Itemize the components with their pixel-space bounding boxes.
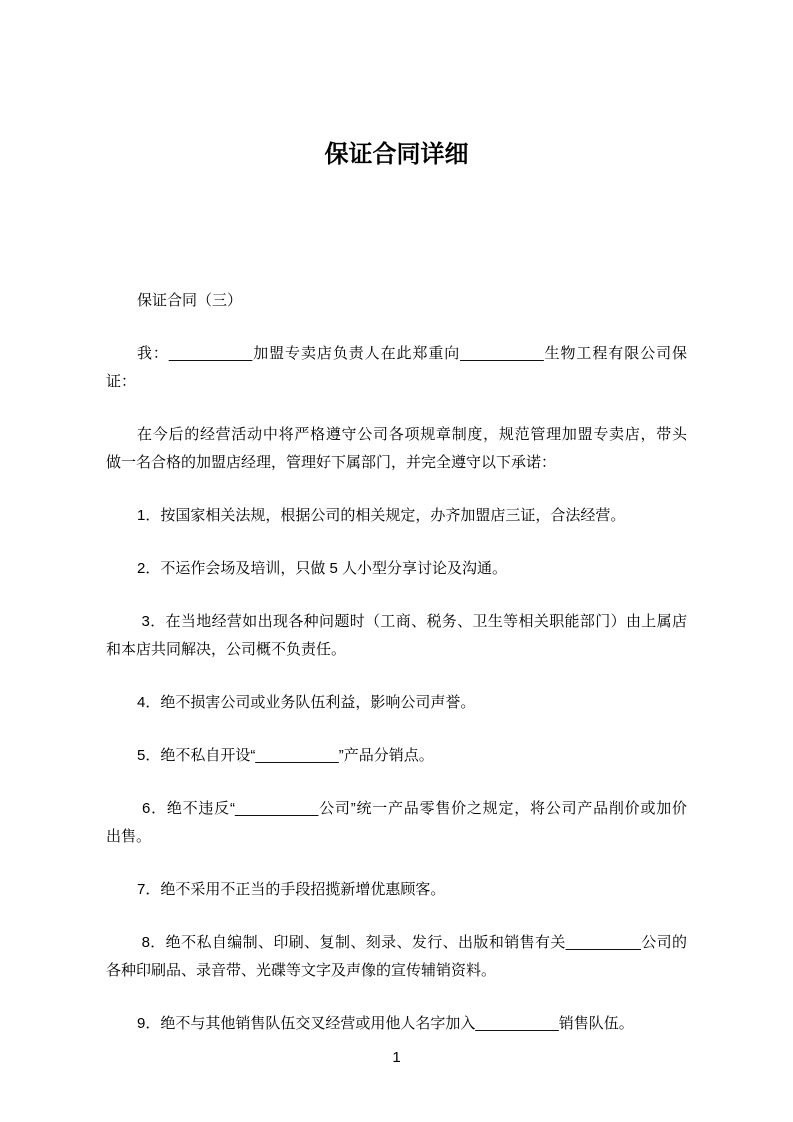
text-line: 5．绝不私自开设“__________”产品分销点。 bbox=[137, 747, 434, 764]
page-number: 1 bbox=[392, 1049, 401, 1066]
contract-subtitle bbox=[106, 287, 687, 315]
document-title: 保证合同详细 bbox=[324, 141, 469, 168]
intro-paragraph bbox=[106, 340, 687, 396]
text-line: 和本店共同解决，公司概不负责任。 bbox=[106, 641, 347, 658]
clause-3 bbox=[106, 608, 687, 664]
text-line: 7．绝不采用不正当的手段招揽新增优惠顾客。 bbox=[137, 881, 446, 898]
clause-5 bbox=[106, 742, 687, 770]
clause-1 bbox=[106, 502, 687, 530]
clause-7 bbox=[106, 876, 687, 904]
text-line: 6．绝不违反“__________公司”统一产品零售价之规定，将公司产品削价或加价 bbox=[137, 800, 687, 817]
clause-9 bbox=[106, 1010, 687, 1038]
text-line: 我：__________加盟专卖店负责人在此郑重向__________生物工程有限公司保证： bbox=[106, 345, 687, 390]
clause-8 bbox=[106, 929, 687, 985]
text-line: 3．在当地经营如出现各种问题时（工商、税务、卫生等相关职能部门）由上属店 bbox=[137, 613, 687, 630]
text-line: 4．绝不损害公司或业务队伍利益，影响公司声誉。 bbox=[137, 694, 476, 711]
clause-4 bbox=[106, 689, 687, 717]
text-line: 2．不运作会场及培训，只做 5 人小型分享讨论及沟通。 bbox=[137, 560, 508, 577]
text-line: 1．按国家相关法规，根据公司的相关规定，办齐加盟店三证，合法经营。 bbox=[137, 507, 626, 524]
text-line: 各种印刷品、录音带、光碟等文字及声像的宣传辅销资料。 bbox=[106, 962, 497, 979]
text-line: 出售。 bbox=[106, 828, 152, 845]
clause-2 bbox=[106, 555, 687, 583]
text-line: 9．绝不与其他销售队伍交叉经营或用他人名字加入__________销售队伍。 bbox=[137, 1015, 634, 1032]
text-line: 保证合同（三） bbox=[137, 292, 243, 309]
preamble-paragraph bbox=[106, 421, 687, 477]
text-line: 做一名合格的加盟店经理，管理好下属部门，并完全遵守以下承诺： bbox=[106, 454, 557, 471]
text-line: 在今后的经营活动中将严格遵守公司各项规章制度，规范管理加盟专卖店，带头 bbox=[137, 426, 687, 443]
clause-6 bbox=[106, 795, 687, 851]
text-line: 8．绝不私自编制、印刷、复制、刻录、发行、出版和销售有关_________公司的 bbox=[137, 934, 687, 951]
